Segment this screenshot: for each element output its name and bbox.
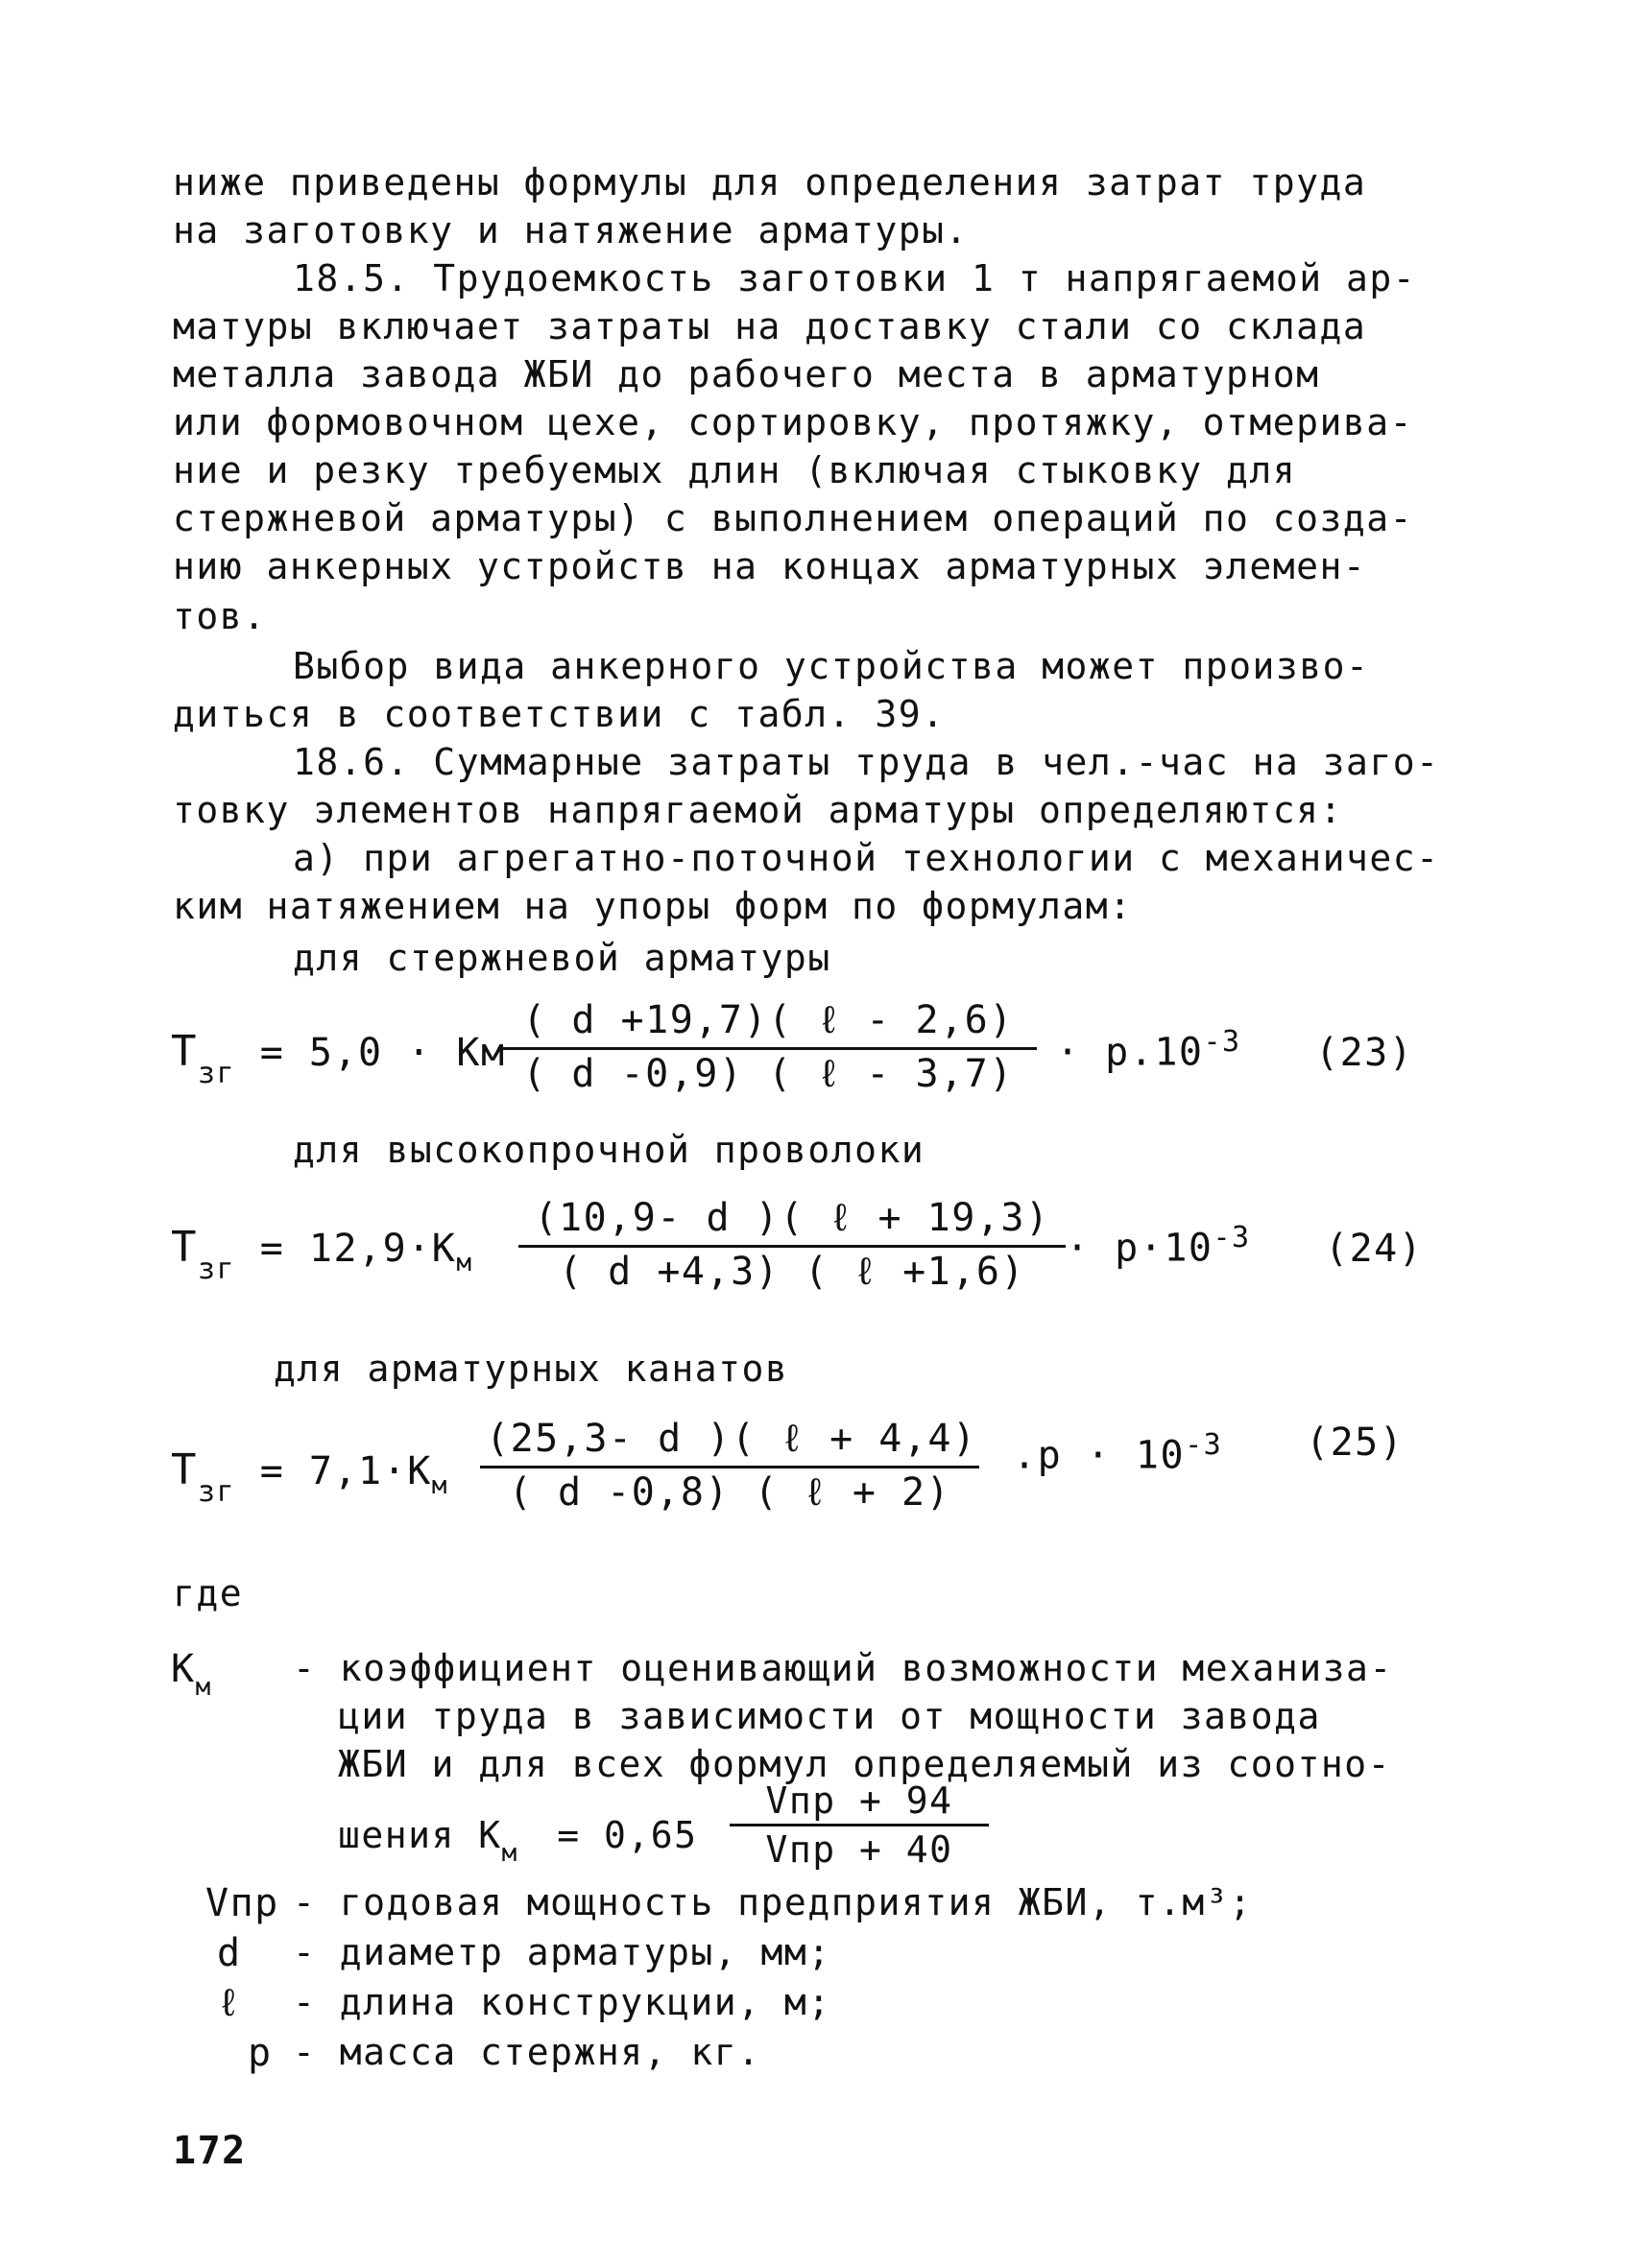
p18-5-line-3: металла завода ЖБИ до рабочего места в арматурном <box>173 353 1320 395</box>
formula-25 <box>0 1407 1634 1532</box>
formula-23-numerator: ( d +19,7)( ℓ - 2,6) <box>499 998 1037 1050</box>
formula-25-denominator: ( d -0,8) ( ℓ + 2) <box>508 1470 951 1515</box>
intro-line-1: ниже приведены формулы для определения затрат труда <box>173 161 1367 203</box>
formula-25-lhs: $Т_{зг} = 7,1\cdot К_м$ <box>171 1445 448 1509</box>
p18-5-line-8: тов. <box>173 595 267 637</box>
km-relation-denominator: Vпр + 40 <box>765 1828 953 1871</box>
choice-line-2: диться в соответствии с табл. 39. <box>173 693 946 735</box>
formula-23-lhs: $Т_{зг} = 5,0$ · Км <box>171 1027 506 1090</box>
formula-24-denominator: ( d +4,3) ( ℓ +1,6) <box>559 1250 1025 1294</box>
km-line-1: - коэффициент оценивающий возможности механиза- <box>293 1647 1393 1689</box>
vpr-definition: - годовая мощность предприятия ЖБИ, т.м³; <box>293 1881 1253 1923</box>
intro-line-2: на заготовку и натяжение арматуры. <box>173 209 969 251</box>
l-symbol: ℓ <box>217 1981 242 2025</box>
formula-24-label: для высокопрочной проволоки <box>293 1129 925 1171</box>
p18-5-line-5: ние и резку требуемых длин (включая стыковку для <box>173 449 1297 491</box>
formula-23-number: (23) <box>1315 1031 1414 1075</box>
p18-5-line-7: нию анкерных устройств на концах арматурных элемен- <box>173 545 1367 587</box>
formula-24-number: (24) <box>1325 1227 1424 1271</box>
p18-5-line-6: стержневой арматуры) с выполнением операций по созда- <box>173 497 1414 539</box>
formula-24-tail: · $р\cdot 10^{-3}$ <box>1066 1221 1251 1271</box>
p-symbol: р <box>248 2031 273 2075</box>
formula-24-fraction <box>518 1196 1066 1297</box>
p18-5-line-2: матуры включает затраты на доставку стали со склада <box>173 305 1367 347</box>
formula-24-lhs: $Т_{зг} = 12,9\cdot К_м$ <box>171 1223 473 1286</box>
formula-25-label: для арматурных канатов <box>274 1348 789 1390</box>
l-definition: - длина конструкции, м; <box>293 1981 831 2023</box>
km-line-2: ции труда в зависимости от мощности завода <box>338 1695 1321 1737</box>
choice-line-1: Выбор вида анкерного устройства может произво- <box>293 645 1370 687</box>
formula-25-fraction <box>480 1417 979 1517</box>
formula-25-number: (25) <box>1306 1420 1405 1465</box>
where-label: где <box>173 1572 244 1614</box>
formula-25-tail: $.р \cdot 10^{-3}$ <box>1013 1428 1223 1478</box>
p18-6-line-1: 18.6. Суммарные затраты труда в чел.-час на заго- <box>293 741 1440 783</box>
km-line-3: ЖБИ и для всех формул определяемый из соотно- <box>338 1743 1392 1785</box>
formula-24-numerator: (10,9- d )( ℓ + 19,3) <box>518 1196 1066 1248</box>
formula-24 <box>0 1190 1634 1315</box>
page-number: 172 <box>173 2129 247 2173</box>
p18-6-line-3: а) при агрегатно-поточной технологии с механичес- <box>293 837 1440 879</box>
p-definition: - масса стержня, кг. <box>293 2031 761 2073</box>
p18-6-line-4: ким натяжением на упоры форм по формулам: <box>173 885 1133 927</box>
km-relation-fraction <box>730 1779 989 1871</box>
p18-6-line-2: товку элементов напрягаемой арматуры определяются: <box>173 789 1343 831</box>
formula-23-label: для стержневой арматуры <box>293 937 831 979</box>
km-symbol: $К_м$ <box>171 1647 212 1702</box>
vpr-symbol: Vпр <box>205 1881 279 1925</box>
km-relation-numerator: Vпр + 94 <box>730 1779 989 1826</box>
p18-5-line-1: 18.5. Трудоемкость заготовки 1 т напрягаемой ар- <box>293 257 1417 299</box>
km-relation-prefix: шения $К_м = 0,65$ <box>338 1814 698 1868</box>
formula-23 <box>0 998 1634 1123</box>
d-definition: - диаметр арматуры, мм; <box>293 1931 831 1973</box>
formula-23-fraction <box>499 998 1037 1099</box>
formula-25-numerator: (25,3- d )( ℓ + 4,4) <box>480 1417 979 1468</box>
d-symbol: d <box>217 1931 242 1975</box>
formula-23-tail: · $р.10^{-3}$ <box>1056 1025 1241 1075</box>
formula-23-denominator: ( d -0,9) ( ℓ - 3,7) <box>522 1052 1014 1096</box>
p18-5-line-4: или формовочном цехе, сортировку, протяжку, отмерива- <box>173 401 1414 443</box>
